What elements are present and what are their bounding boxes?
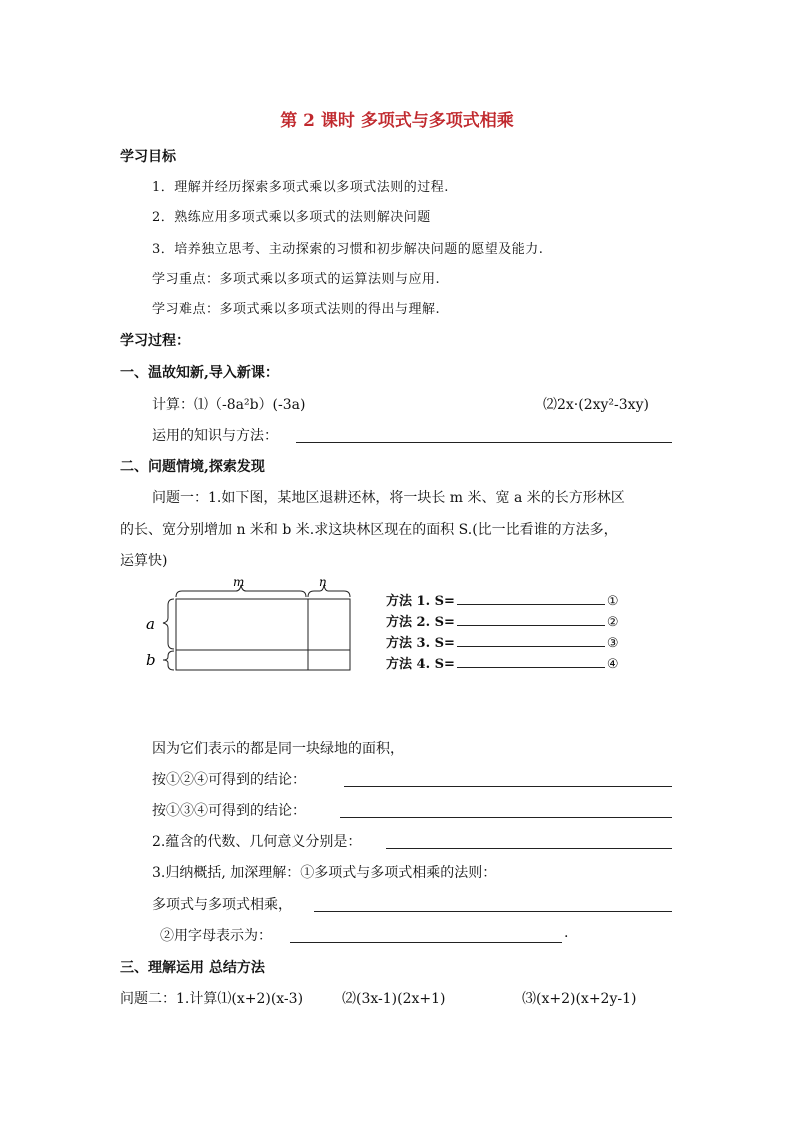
- method-4-blank[interactable]: [457, 666, 605, 668]
- method-3-mark: ③: [606, 636, 619, 651]
- outer-rectangle: [176, 599, 350, 670]
- problem-two-3: ⑶(x+2)(x+2y-1): [522, 991, 637, 1007]
- letters-end: .: [564, 925, 569, 941]
- problem-line-1: 问题一：1.如下图，某地区退耕还林，将一块长 m 米、宽 a 米的长方形林区: [152, 490, 625, 506]
- method-4: [386, 653, 619, 672]
- section3-heading: 三、理解运用 总结方法: [120, 960, 265, 976]
- page-title: 第 2 课时 多项式与多项式相乘: [280, 111, 514, 131]
- problem-two-1: 问题二：1.计算⑴(x+2)(x-3): [120, 991, 304, 1007]
- objectives-heading: 学习目标: [120, 149, 176, 165]
- section1-heading: 一、温故知新,导入新课：: [120, 365, 279, 381]
- label-n: n: [319, 575, 327, 589]
- problem-line-3: 运算快): [120, 553, 168, 569]
- letters-blank[interactable]: [290, 942, 562, 943]
- method-1-blank[interactable]: [457, 603, 605, 605]
- rule-label: 多项式与多项式相乘，: [152, 897, 292, 913]
- label-a: a: [146, 615, 155, 633]
- difficulty: 学习难点：多项式乘以多项式法则的得出与理解.: [152, 302, 441, 317]
- method-4-label: 方法 4. S=: [386, 657, 455, 672]
- process-heading: 学习过程：: [120, 333, 190, 349]
- letters-label: ②用字母表示为：: [160, 928, 272, 944]
- conclusion-1-blank[interactable]: [344, 786, 672, 787]
- method-4-mark: ④: [606, 657, 619, 672]
- knowledge-label: 运用的知识与方法：: [152, 428, 278, 444]
- method-1-label: 方法 1. S=: [386, 594, 455, 609]
- method-1: [386, 590, 619, 609]
- method-2-label: 方法 2. S=: [386, 615, 455, 630]
- brace-n: [308, 585, 350, 597]
- forest-figure: [140, 572, 360, 677]
- method-3: [386, 632, 619, 651]
- method-2-blank[interactable]: [457, 624, 605, 626]
- method-1-mark: ①: [606, 594, 619, 609]
- problem-line-2: 的长、宽分别增加 n 米和 b 米.求这块林区现在的面积 S.(比一比看谁的方法多，: [120, 522, 618, 538]
- method-2-mark: ②: [606, 615, 619, 630]
- knowledge-blank[interactable]: [296, 442, 672, 443]
- meaning-label: 2.蕴含的代数、几何意义分别是：: [152, 834, 362, 850]
- objective-item-3: 3．培养独立思考、主动探索的习惯和初步解决问题的愿望及能力.: [152, 242, 544, 257]
- section2-heading: 二、问题情境,探索发现: [120, 459, 265, 475]
- label-b: b: [146, 651, 156, 669]
- summary-text: 3.归纳概括, 加深理解：①多项式与多项式相乘的法则：: [152, 865, 497, 881]
- label-m: m: [233, 575, 245, 589]
- objective-item-2: 2．熟练应用多项式乘以多项式的法则解决问题: [152, 210, 431, 225]
- method-3-blank[interactable]: [457, 645, 605, 647]
- because-text: 因为它们表示的都是同一块绿地的面积，: [152, 741, 404, 757]
- meaning-blank[interactable]: [386, 848, 672, 849]
- brace-b: [163, 651, 174, 670]
- method-2: [386, 611, 619, 630]
- key-point: 学习重点：多项式乘以多项式的运算法则与应用.: [152, 272, 441, 287]
- conclusion-1-label: 按①②④可得到的结论：: [152, 772, 306, 788]
- conclusion-2-label: 按①③④可得到的结论：: [152, 803, 306, 819]
- method-3-label: 方法 3. S=: [386, 636, 455, 651]
- conclusion-2-blank[interactable]: [340, 817, 672, 818]
- rule-blank[interactable]: [314, 911, 672, 912]
- problem-two-2: ⑵(3x-1)(2x+1): [342, 991, 446, 1007]
- calc-left: 计算：⑴（-8a²b）(-3a): [152, 397, 306, 413]
- objective-item-1: 1．理解并经历探索多项式乘以多项式法则的过程.: [152, 180, 449, 195]
- calc-right: ⑵2x·(2xy²-3xy): [543, 397, 649, 413]
- brace-a: [163, 599, 174, 649]
